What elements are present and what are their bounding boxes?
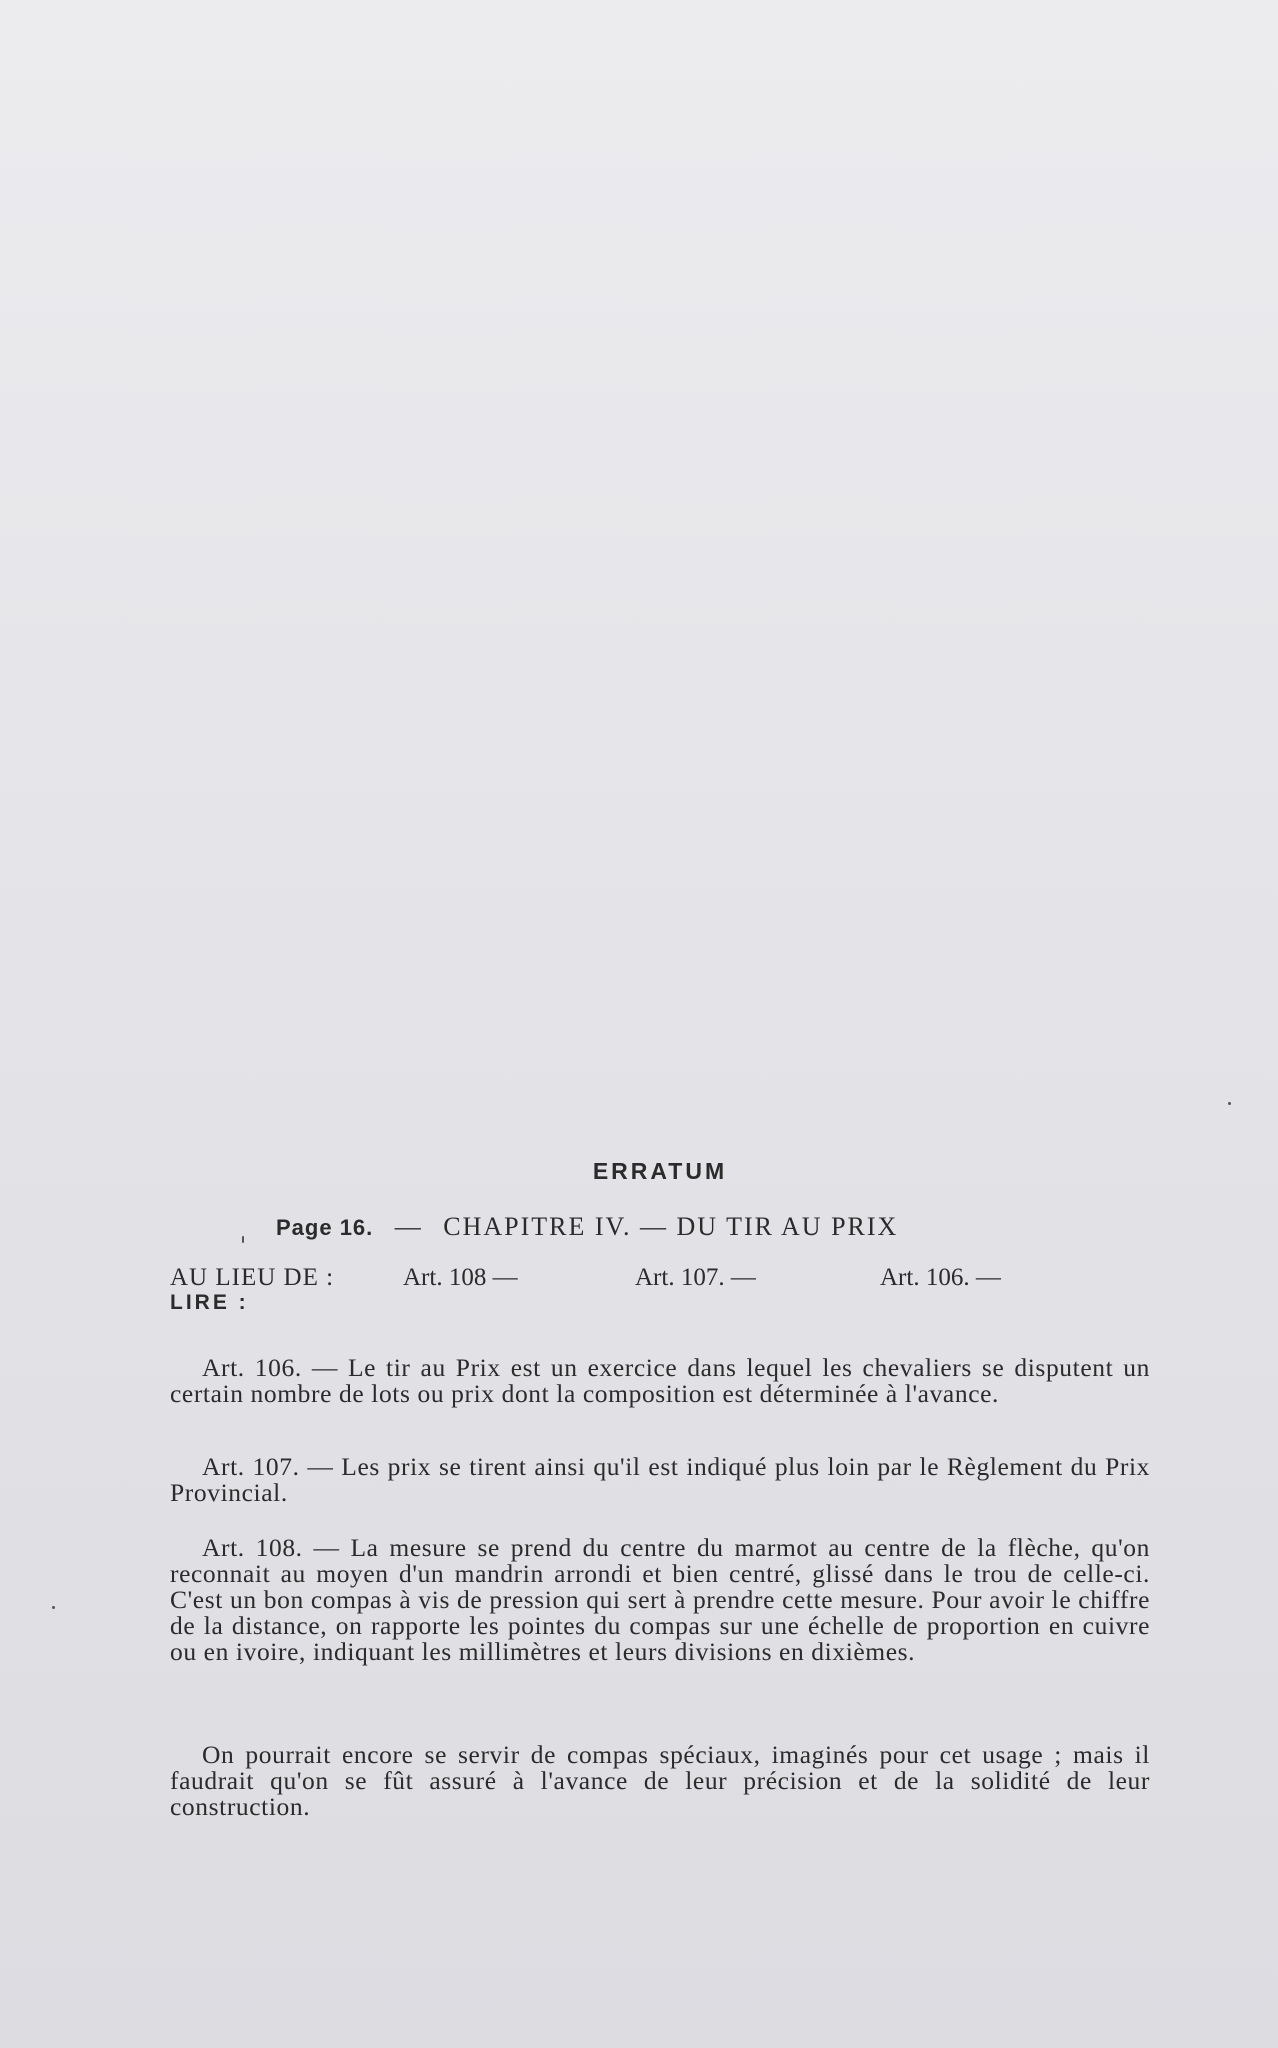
separator-dash: — xyxy=(394,1212,422,1241)
speck-mark xyxy=(52,1606,55,1609)
article-ref: Art. 107. — xyxy=(635,1264,756,1291)
page-reference-line xyxy=(276,1212,898,1242)
lire-label: LIRE : xyxy=(170,1291,249,1314)
article-paragraph: Art. 108. — La mesure se prend du centre du marmot au centre de la flèche, qu'on reconnait au moyen d'un mandrin arrondi et bien centré, glissé dans le trou de celle-ci. C'est un bon compas à vis de pression qui sert à prendre cette mesure. Pour avoir le chiffre de la distance, on rapporte les pointes du compas sur une échelle de proportion en cuivre ou en ivoire, indiquant les millimètres et leurs divisions en dixièmes. xyxy=(170,1533,1150,1666)
page-label: Page 16. xyxy=(276,1215,374,1240)
au-lieu-de-label: AU LIEU DE : xyxy=(170,1264,335,1291)
article-paragraph: Art. 106. — Le tir au Prix est un exercice dans lequel les chevaliers se disputent un certain nombre de lots ou prix dont la composition est déterminée à l'avance. xyxy=(170,1353,1150,1408)
article-ref: Art. 108 — xyxy=(403,1264,518,1291)
speck-mark xyxy=(1228,1102,1231,1105)
article-paragraph: On pourrait encore se servir de compas spéciaux, imaginés pour cet usage ; mais il faudrait qu'on se fût assuré à l'avance de leur précision et de la solidité de leur construction. xyxy=(170,1740,1150,1821)
speck-mark xyxy=(242,1236,244,1243)
article-paragraph: Art. 107. — Les prix se tirent ainsi qu'il est indiqué plus loin par le Règlement du Prix Provincial. xyxy=(170,1452,1150,1507)
chapter-heading: CHAPITRE IV. — DU TIR AU PRIX xyxy=(443,1212,899,1241)
article-ref: Art. 106. — xyxy=(880,1264,1001,1291)
erratum-title: ERRATUM xyxy=(592,1158,728,1184)
